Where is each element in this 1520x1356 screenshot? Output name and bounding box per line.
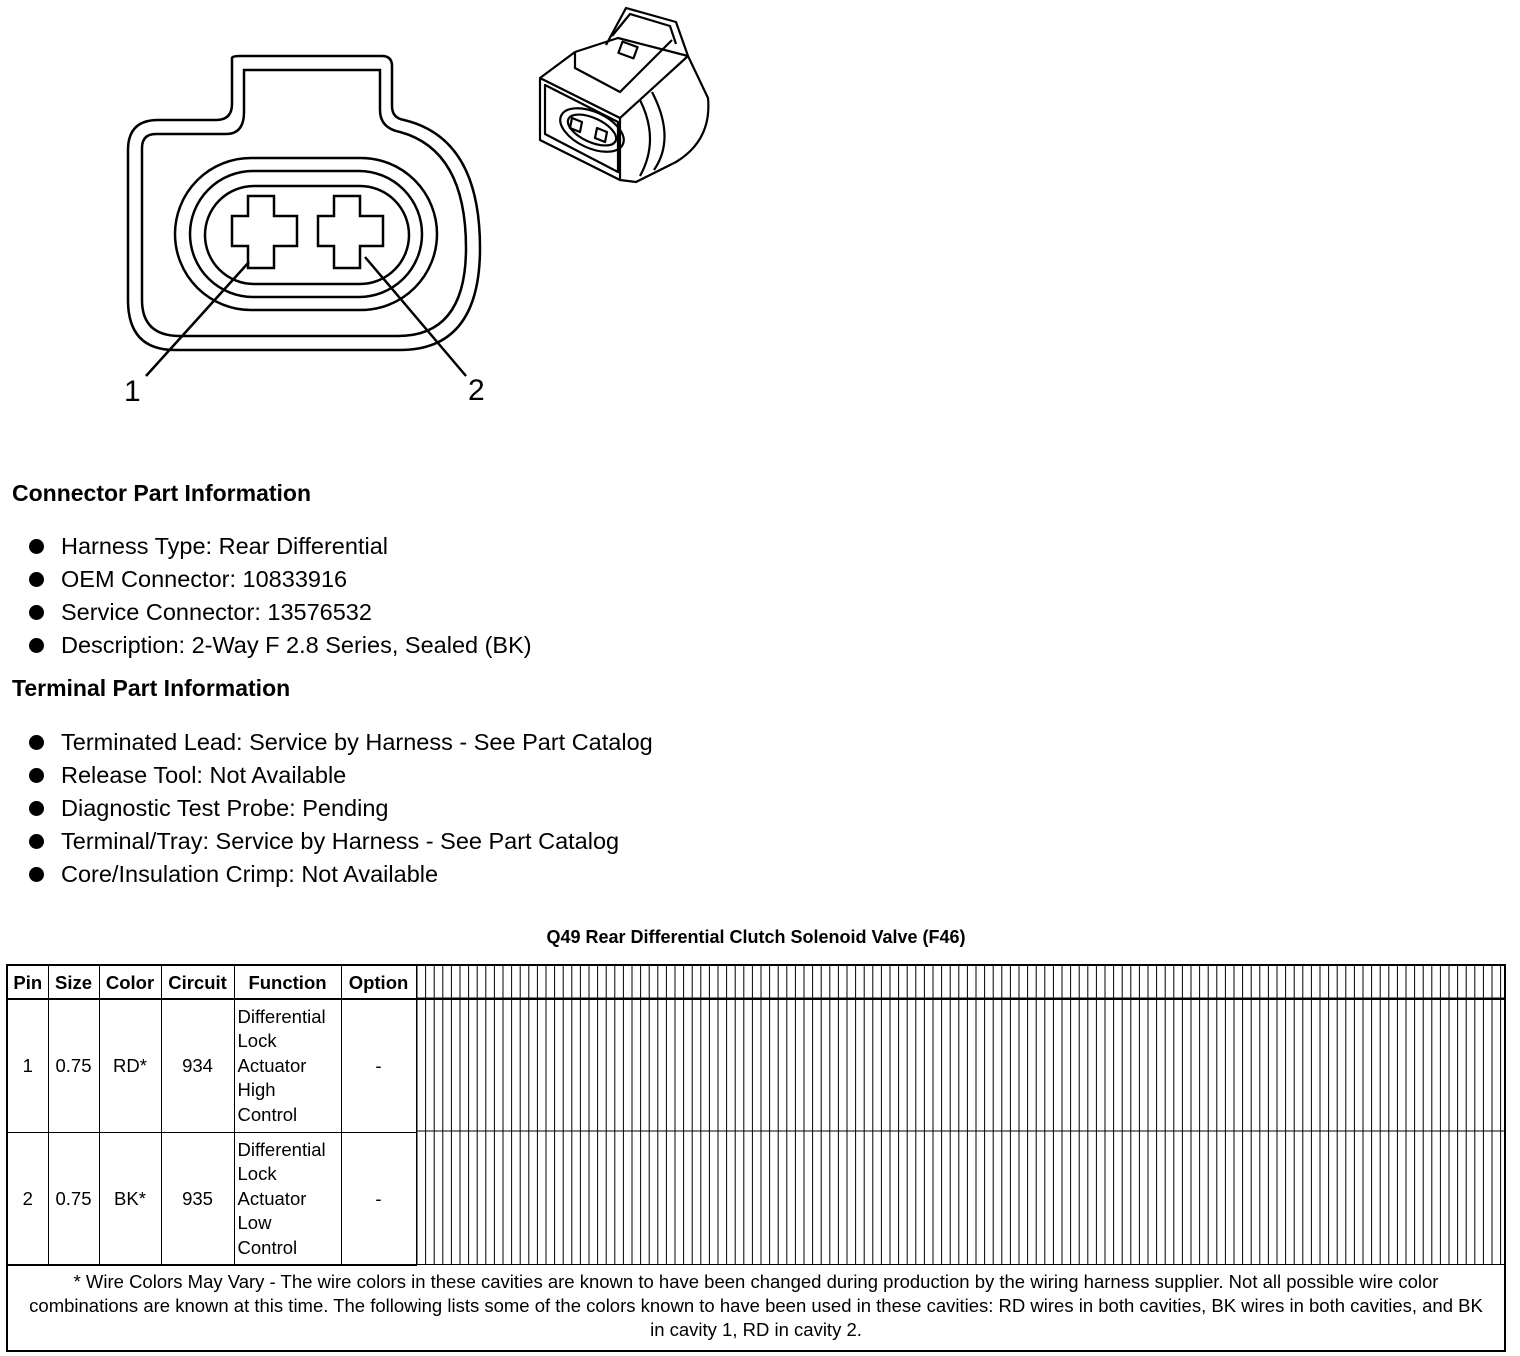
header-function: Function — [234, 966, 341, 1000]
bullet-icon — [29, 539, 44, 554]
pinout-table-grid — [8, 966, 417, 1266]
cell-function: Differential Lock Actuator Low Control — [234, 1133, 341, 1266]
cell-color: BK* — [99, 1133, 161, 1266]
table-title: Q49 Rear Differential Clutch Solenoid Valve (F46) — [546, 927, 966, 947]
list-item: Diagnostic Test Probe: Pending — [26, 792, 653, 825]
cell-size: 0.75 — [48, 1000, 99, 1133]
cell-circuit: 934 — [161, 1000, 234, 1133]
pin-2-label: 2 — [468, 374, 485, 407]
header-option: Option — [341, 966, 416, 1000]
header-circuit: Circuit — [161, 966, 234, 1000]
terminal-part-info-list — [26, 726, 653, 891]
list-item: Harness Type: Rear Differential — [26, 530, 532, 563]
pin-1-leader-line — [146, 262, 249, 376]
pin-2-leader-line — [365, 257, 466, 376]
connector-face-view — [128, 56, 480, 376]
pin-1-label: 1 — [124, 375, 141, 408]
list-item: Release Tool: Not Available — [26, 759, 653, 792]
connector-part-info-list — [26, 530, 532, 662]
list-item: Service Connector: 13576532 — [26, 596, 532, 629]
list-item: Terminated Lead: Service by Harness - See Part Catalog — [26, 726, 653, 759]
connector-3d-icon — [540, 8, 708, 182]
connector-part-info-heading: Connector Part Information — [12, 480, 312, 506]
cell-function: Differential Lock Actuator High Control — [234, 1000, 341, 1133]
table-header-row — [8, 966, 416, 1000]
bullet-icon — [29, 801, 44, 816]
list-item: Core/Insulation Crimp: Not Available — [26, 858, 653, 891]
bullet-icon — [29, 572, 44, 587]
table-row — [8, 1000, 416, 1133]
cavity-2-icon — [318, 196, 383, 268]
wire-color-note: * Wire Colors May Vary - The wire colors in these cavities are known to have been changed during production by the wiring harness supplier. Not all possible wire color combinations are known at this time. The following lists some of the colors known to have been used in these cavities: RD wires in both cavities, BK wires in both cavities, and BK in cavity 1, RD in cavity 2. — [8, 1264, 1504, 1350]
table-row — [8, 1133, 416, 1266]
cavity-1-icon — [232, 196, 297, 268]
list-item: Terminal/Tray: Service by Harness - See Part Catalog — [26, 825, 653, 858]
header-size: Size — [48, 966, 99, 1000]
cell-size: 0.75 — [48, 1133, 99, 1266]
bullet-icon — [29, 867, 44, 882]
pinout-table — [6, 964, 1506, 1352]
cell-pin: 1 — [8, 1000, 48, 1133]
cell-circuit: 935 — [161, 1133, 234, 1266]
list-item: OEM Connector: 10833916 — [26, 563, 532, 596]
header-pin: Pin — [8, 966, 48, 1000]
cell-option: - — [341, 1000, 416, 1133]
connector-diagram — [0, 0, 760, 420]
cell-option: - — [341, 1133, 416, 1266]
bullet-icon — [29, 638, 44, 653]
bullet-icon — [29, 735, 44, 750]
unused-column-grid — [417, 966, 1504, 1264]
list-item: Description: 2-Way F 2.8 Series, Sealed (BK) — [26, 629, 532, 662]
cell-color: RD* — [99, 1000, 161, 1133]
bullet-icon — [29, 605, 44, 620]
terminal-part-info-heading: Terminal Part Information — [12, 675, 291, 701]
bullet-icon — [29, 834, 44, 849]
header-color: Color — [99, 966, 161, 1000]
bullet-icon — [29, 768, 44, 783]
cell-pin: 2 — [8, 1133, 48, 1266]
